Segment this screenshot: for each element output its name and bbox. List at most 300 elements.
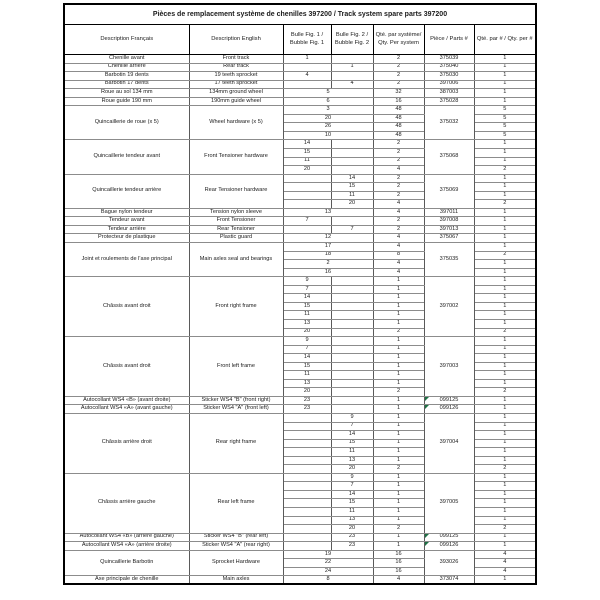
cell-description-fr: Quincaillerie tendeur arrière bbox=[64, 174, 189, 208]
cell-qty-per-system: 1 bbox=[373, 337, 424, 346]
cell-qty-per-system: 1 bbox=[373, 277, 424, 286]
cell-bubble-fig1 bbox=[283, 200, 331, 209]
cell-qty-per-part: 1 bbox=[474, 542, 536, 551]
cell-qty-per-system: 2 bbox=[373, 63, 424, 72]
cell-qty-per-part: 1 bbox=[474, 473, 536, 482]
cell-bubble-fig1 bbox=[283, 413, 331, 422]
cell-qty-per-part: 1 bbox=[474, 277, 536, 286]
cell-bubble-fig1 bbox=[283, 63, 331, 72]
cell-description-en: Front left frame bbox=[189, 337, 283, 397]
cell-bubble-fig1 bbox=[283, 490, 331, 499]
cell-qty-per-part: 1 bbox=[474, 354, 536, 363]
cell-description-fr: Tendeur avant bbox=[64, 217, 189, 226]
cell-qty-per-system: 1 bbox=[373, 422, 424, 431]
cell-part-number: 375028 bbox=[424, 97, 474, 106]
cell-bubble-both-figs: 2 bbox=[283, 260, 373, 269]
cell-part-number: 099125 bbox=[424, 533, 474, 542]
cell-qty-per-part: 1 bbox=[474, 490, 536, 499]
cell-bubble-fig1 bbox=[283, 183, 331, 192]
cell-description-en: Sticker WS4 "A" (front left) bbox=[189, 405, 283, 414]
cell-qty-per-system: 2 bbox=[373, 388, 424, 397]
table-row bbox=[64, 97, 536, 106]
parts-table-body bbox=[64, 55, 536, 585]
cell-description-en: Rear Tensioner bbox=[189, 225, 283, 234]
table-row bbox=[64, 63, 536, 72]
cell-bubble-fig1 bbox=[283, 456, 331, 465]
cell-bubble-both-figs: 20 bbox=[283, 114, 373, 123]
cell-qty-per-system: 1 bbox=[373, 490, 424, 499]
cell-qty-per-part: 1 bbox=[474, 294, 536, 303]
cell-qty-per-system: 1 bbox=[373, 431, 424, 440]
cell-qty-per-system: 1 bbox=[373, 542, 424, 551]
cell-bubble-both-figs: 26 bbox=[283, 123, 373, 132]
cell-qty-per-system: 1 bbox=[373, 294, 424, 303]
cell-bubble-fig2: 13 bbox=[331, 456, 373, 465]
cell-qty-per-system: 2 bbox=[373, 149, 424, 158]
cell-part-number: 375068 bbox=[424, 140, 474, 174]
cell-bubble-fig2: 9 bbox=[331, 413, 373, 422]
cell-bubble-both-figs: 12 bbox=[283, 234, 373, 243]
cell-bubble-fig2 bbox=[331, 337, 373, 346]
cell-description-en: Rear Tensioner hardware bbox=[189, 174, 283, 208]
cell-description-en: Rear left frame bbox=[189, 473, 283, 533]
table-row bbox=[64, 533, 536, 542]
cell-bubble-fig2 bbox=[331, 328, 373, 337]
cell-description-en: Tension nylon sleeve bbox=[189, 208, 283, 217]
cell-part-number: 393026 bbox=[424, 550, 474, 576]
cell-bubble-fig1 bbox=[283, 448, 331, 457]
cell-qty-per-system: 2 bbox=[373, 80, 424, 89]
cell-qty-per-part: 1 bbox=[474, 507, 536, 516]
cell-bubble-fig2: 11 bbox=[331, 191, 373, 200]
cell-part-number: 397011 bbox=[424, 208, 474, 217]
cell-part-number: 397013 bbox=[424, 225, 474, 234]
cell-bubble-fig1 bbox=[283, 465, 331, 474]
cell-qty-per-system: 4 bbox=[373, 166, 424, 175]
cell-description-en: 134mm ground wheel bbox=[189, 89, 283, 98]
cell-qty-per-system: 2 bbox=[373, 217, 424, 226]
cell-qty-per-system: 2 bbox=[373, 174, 424, 183]
cell-qty-per-part: 1 bbox=[474, 456, 536, 465]
cell-qty-per-part: 1 bbox=[474, 413, 536, 422]
cell-bubble-fig1 bbox=[283, 225, 331, 234]
table-title: Pièces de remplacement système de chenilles 397200 / Track system spare parts 397200 bbox=[64, 4, 536, 25]
cell-qty-per-part: 2 bbox=[474, 388, 536, 397]
cell-bubble-fig1: 7 bbox=[283, 345, 331, 354]
cell-description-fr: Tendeur arrière bbox=[64, 225, 189, 234]
cell-qty-per-part: 1 bbox=[474, 396, 536, 405]
table-row bbox=[64, 140, 536, 149]
cell-bubble-fig1 bbox=[283, 516, 331, 525]
cell-description-fr: Chenille arrière bbox=[64, 63, 189, 72]
cell-qty-per-system: 4 bbox=[373, 234, 424, 243]
cell-qty-per-system: 4 bbox=[373, 200, 424, 209]
cell-bubble-fig2: 14 bbox=[331, 490, 373, 499]
cell-description-fr: Châssis avant droit bbox=[64, 277, 189, 337]
cell-bubble-fig1: 7 bbox=[283, 217, 331, 226]
cell-bubble-fig1 bbox=[283, 80, 331, 89]
cell-qty-per-system: 1 bbox=[373, 413, 424, 422]
cell-qty-per-part: 1 bbox=[474, 225, 536, 234]
cell-qty-per-part: 1 bbox=[474, 311, 536, 320]
cell-bubble-fig1 bbox=[283, 174, 331, 183]
cell-qty-per-part: 1 bbox=[474, 285, 536, 294]
cell-bubble-fig1: 15 bbox=[283, 362, 331, 371]
cell-description-fr: Quincaillerie tendeur avant bbox=[64, 140, 189, 174]
cell-qty-per-part: 1 bbox=[474, 208, 536, 217]
table-row bbox=[64, 225, 536, 234]
cell-qty-per-system: 2 bbox=[373, 191, 424, 200]
cell-qty-per-system: 16 bbox=[373, 567, 424, 576]
cell-qty-per-system: 1 bbox=[373, 285, 424, 294]
cell-description-fr: Autocollant WS4 «B» (avant droite) bbox=[64, 396, 189, 405]
table-row bbox=[64, 174, 536, 183]
cell-qty-per-system: 48 bbox=[373, 123, 424, 132]
cell-qty-per-system: 1 bbox=[373, 302, 424, 311]
cell-description-en: 190mm guide wheel bbox=[189, 97, 283, 106]
cell-description-fr: Châssis avant droit bbox=[64, 337, 189, 397]
cell-part-number: 387003 bbox=[424, 89, 474, 98]
col-header-part-number: Pièce / Parts # bbox=[424, 25, 474, 55]
col-header-qty-per-system: Qté. par système/ Qty. Per system bbox=[373, 25, 424, 55]
cell-qty-per-system: 2 bbox=[373, 465, 424, 474]
cell-bubble-both-figs: 19 bbox=[283, 550, 373, 559]
cell-qty-per-part: 1 bbox=[474, 345, 536, 354]
cell-bubble-fig2 bbox=[331, 362, 373, 371]
cell-bubble-fig2: 4 bbox=[331, 80, 373, 89]
cell-bubble-fig1: 20 bbox=[283, 328, 331, 337]
col-header-description-en: Description English bbox=[189, 25, 283, 55]
cell-bubble-fig1 bbox=[283, 439, 331, 448]
cell-description-fr: Barbotin 19 dents bbox=[64, 72, 189, 81]
cell-qty-per-system: 4 bbox=[373, 576, 424, 585]
cell-part-number: 099126 bbox=[424, 405, 474, 414]
cell-qty-per-system: 8 bbox=[373, 251, 424, 260]
cell-bubble-fig2 bbox=[331, 140, 373, 149]
cell-bubble-both-figs: 6 bbox=[283, 97, 373, 106]
cell-description-fr: Barbotin 17 dents bbox=[64, 80, 189, 89]
cell-bubble-both-figs: 18 bbox=[283, 251, 373, 260]
cell-bubble-fig1: 4 bbox=[283, 72, 331, 81]
cell-qty-per-part: 1 bbox=[474, 260, 536, 269]
cell-bubble-fig1: 11 bbox=[283, 311, 331, 320]
cell-qty-per-part: 2 bbox=[474, 465, 536, 474]
cell-description-en: Main axles seal and bearings bbox=[189, 243, 283, 277]
cell-bubble-fig2 bbox=[331, 157, 373, 166]
cell-bubble-fig2 bbox=[331, 405, 373, 414]
cell-qty-per-part: 5 bbox=[474, 114, 536, 123]
cell-bubble-fig2 bbox=[331, 311, 373, 320]
col-header-qty-per-part: Qté. par # / Qty. per # bbox=[474, 25, 536, 55]
cell-bubble-fig1 bbox=[283, 191, 331, 200]
cell-description-en: Sticker WS4 "B" (front right) bbox=[189, 396, 283, 405]
cell-description-en: Plastic guard bbox=[189, 234, 283, 243]
cell-qty-per-part: 5 bbox=[474, 131, 536, 140]
cell-description-en: Sprocket Hardware bbox=[189, 550, 283, 576]
cell-description-en: Wheel hardware (x 5) bbox=[189, 106, 283, 140]
cell-bubble-fig1 bbox=[283, 533, 331, 542]
cell-description-en: Main axles bbox=[189, 576, 283, 585]
cell-bubble-fig1: 1 bbox=[283, 55, 331, 64]
cell-bubble-fig2: 11 bbox=[331, 448, 373, 457]
table-row bbox=[64, 106, 536, 115]
table-row bbox=[64, 473, 536, 482]
cell-qty-per-part: 2 bbox=[474, 525, 536, 534]
cell-qty-per-system: 1 bbox=[373, 448, 424, 457]
cell-qty-per-part: 1 bbox=[474, 97, 536, 106]
cell-bubble-fig2 bbox=[331, 388, 373, 397]
cell-qty-per-part: 1 bbox=[474, 576, 536, 585]
table-row bbox=[64, 277, 536, 286]
cell-qty-per-part: 1 bbox=[474, 234, 536, 243]
cell-qty-per-system: 1 bbox=[373, 516, 424, 525]
cell-qty-per-system: 16 bbox=[373, 97, 424, 106]
cell-bubble-both-figs: 5 bbox=[283, 89, 373, 98]
cell-part-number: 397002 bbox=[424, 277, 474, 337]
cell-description-en: Front track bbox=[189, 55, 283, 64]
cell-bubble-both-figs: 22 bbox=[283, 559, 373, 568]
table-row bbox=[64, 396, 536, 405]
cell-bubble-fig2: 13 bbox=[331, 516, 373, 525]
cell-bubble-fig2: 9 bbox=[331, 473, 373, 482]
cell-qty-per-part: 1 bbox=[474, 405, 536, 414]
cell-description-en: Front right frame bbox=[189, 277, 283, 337]
cell-description-en: 17 teeth sprocket bbox=[189, 80, 283, 89]
cell-description-fr: Joint et roulements de l'axe principal bbox=[64, 243, 189, 277]
cell-bubble-fig2 bbox=[331, 294, 373, 303]
col-header-description-fr: Description Français bbox=[64, 25, 189, 55]
table-row bbox=[64, 234, 536, 243]
table-row bbox=[64, 72, 536, 81]
cell-part-number: 375030 bbox=[424, 72, 474, 81]
cell-bubble-both-figs: 3 bbox=[283, 106, 373, 115]
cell-bubble-fig1: 14 bbox=[283, 294, 331, 303]
cell-bubble-fig2 bbox=[331, 345, 373, 354]
cell-part-number: 397008 bbox=[424, 217, 474, 226]
cell-qty-per-system: 1 bbox=[373, 345, 424, 354]
cell-qty-per-part: 1 bbox=[474, 371, 536, 380]
cell-description-fr: Chenille avant bbox=[64, 55, 189, 64]
cell-bubble-fig2: 15 bbox=[331, 183, 373, 192]
cell-qty-per-part: 1 bbox=[474, 448, 536, 457]
cell-bubble-fig2 bbox=[331, 72, 373, 81]
cell-description-fr: Protecteur de plastique bbox=[64, 234, 189, 243]
table-row bbox=[64, 55, 536, 64]
cell-qty-per-system: 2 bbox=[373, 328, 424, 337]
cell-part-number: 375067 bbox=[424, 234, 474, 243]
cell-description-fr: Quincaillerie de roue (x 5) bbox=[64, 106, 189, 140]
cell-description-fr: Châssis arrière gauche bbox=[64, 473, 189, 533]
cell-qty-per-part: 1 bbox=[474, 379, 536, 388]
cell-bubble-fig2: 15 bbox=[331, 499, 373, 508]
cell-bubble-both-figs: 10 bbox=[283, 131, 373, 140]
cell-description-en: Sticker WS4 "B" (rear left) bbox=[189, 533, 283, 542]
table-row bbox=[64, 243, 536, 252]
error-flag-triangle-icon bbox=[425, 405, 429, 409]
cell-qty-per-system: 4 bbox=[373, 268, 424, 277]
cell-bubble-fig1: 11 bbox=[283, 371, 331, 380]
cell-qty-per-part: 1 bbox=[474, 80, 536, 89]
cell-qty-per-part: 1 bbox=[474, 217, 536, 226]
cell-bubble-fig2: 7 bbox=[331, 482, 373, 491]
cell-bubble-fig1: 20 bbox=[283, 388, 331, 397]
cell-description-fr: Autocollant WS4 «A» (avant gauche) bbox=[64, 405, 189, 414]
cell-bubble-fig1: 20 bbox=[283, 166, 331, 175]
cell-qty-per-system: 1 bbox=[373, 439, 424, 448]
cell-qty-per-system: 2 bbox=[373, 72, 424, 81]
cell-qty-per-system: 1 bbox=[373, 482, 424, 491]
cell-part-number: 375035 bbox=[424, 243, 474, 277]
cell-qty-per-system: 1 bbox=[373, 396, 424, 405]
cell-qty-per-system: 1 bbox=[373, 379, 424, 388]
cell-bubble-fig1 bbox=[283, 431, 331, 440]
cell-bubble-fig2: 7 bbox=[331, 422, 373, 431]
cell-qty-per-system: 16 bbox=[373, 559, 424, 568]
cell-qty-per-part: 2 bbox=[474, 251, 536, 260]
cell-part-number: 099126 bbox=[424, 542, 474, 551]
cell-description-en: Rear track bbox=[189, 63, 283, 72]
error-flag-triangle-icon bbox=[425, 534, 429, 538]
table-row bbox=[64, 89, 536, 98]
cell-qty-per-part: 1 bbox=[474, 422, 536, 431]
cell-bubble-fig2: 23 bbox=[331, 542, 373, 551]
cell-qty-per-part: 1 bbox=[474, 89, 536, 98]
cell-bubble-both-figs: 16 bbox=[283, 268, 373, 277]
parts-table bbox=[63, 3, 537, 585]
cell-bubble-fig1 bbox=[283, 525, 331, 534]
error-flag-triangle-icon bbox=[425, 542, 429, 546]
cell-bubble-fig1: 9 bbox=[283, 337, 331, 346]
cell-qty-per-system: 4 bbox=[373, 243, 424, 252]
cell-part-number: 099125 bbox=[424, 396, 474, 405]
cell-qty-per-system: 48 bbox=[373, 106, 424, 115]
cell-bubble-fig1: 7 bbox=[283, 285, 331, 294]
cell-part-number: 375040 bbox=[424, 63, 474, 72]
cell-qty-per-system: 1 bbox=[373, 354, 424, 363]
title-row bbox=[64, 4, 536, 25]
cell-qty-per-system: 1 bbox=[373, 533, 424, 542]
cell-bubble-fig1: 11 bbox=[283, 157, 331, 166]
cell-description-en: Front Tensioner hardware bbox=[189, 140, 283, 174]
cell-qty-per-system: 1 bbox=[373, 319, 424, 328]
cell-qty-per-part: 1 bbox=[474, 55, 536, 64]
table-row bbox=[64, 80, 536, 89]
cell-qty-per-part: 1 bbox=[474, 191, 536, 200]
cell-qty-per-part: 1 bbox=[474, 149, 536, 158]
cell-bubble-fig1: 14 bbox=[283, 354, 331, 363]
cell-part-number: 397004 bbox=[424, 413, 474, 473]
cell-qty-per-system: 48 bbox=[373, 131, 424, 140]
cell-bubble-fig2 bbox=[331, 277, 373, 286]
cell-part-number: 375069 bbox=[424, 174, 474, 208]
cell-bubble-fig1: 13 bbox=[283, 319, 331, 328]
cell-qty-per-system: 2 bbox=[373, 55, 424, 64]
cell-qty-per-system: 2 bbox=[373, 157, 424, 166]
table-row bbox=[64, 550, 536, 559]
cell-qty-per-part: 1 bbox=[474, 72, 536, 81]
cell-bubble-fig1 bbox=[283, 422, 331, 431]
cell-bubble-fig2 bbox=[331, 396, 373, 405]
cell-bubble-fig2: 20 bbox=[331, 525, 373, 534]
cell-qty-per-part: 1 bbox=[474, 174, 536, 183]
cell-qty-per-part: 2 bbox=[474, 166, 536, 175]
cell-description-fr: Quincaillerie Barbotin bbox=[64, 550, 189, 576]
cell-qty-per-part: 4 bbox=[474, 550, 536, 559]
table-row bbox=[64, 208, 536, 217]
cell-description-fr: Bague nylon tendeur bbox=[64, 208, 189, 217]
cell-bubble-fig1: 9 bbox=[283, 277, 331, 286]
col-header-bubble-fig2: Bulle Fig. 2 / Bubble Fig. 2 bbox=[331, 25, 373, 55]
cell-bubble-fig2: 15 bbox=[331, 439, 373, 448]
cell-qty-per-part: 1 bbox=[474, 499, 536, 508]
cell-bubble-fig2: 7 bbox=[331, 225, 373, 234]
cell-bubble-fig2 bbox=[331, 354, 373, 363]
cell-bubble-fig1 bbox=[283, 507, 331, 516]
cell-qty-per-system: 1 bbox=[373, 499, 424, 508]
cell-qty-per-part: 5 bbox=[474, 106, 536, 115]
cell-description-fr: Autocollant WS4 «B» (arrière gauche) bbox=[64, 533, 189, 542]
cell-description-en: Sticker WS4 "A" (rear right) bbox=[189, 542, 283, 551]
cell-bubble-fig1: 13 bbox=[283, 379, 331, 388]
cell-part-number: 397006 bbox=[424, 80, 474, 89]
cell-bubble-fig2 bbox=[331, 166, 373, 175]
cell-bubble-fig2 bbox=[331, 55, 373, 64]
cell-description-en: 19 teeth sprocket bbox=[189, 72, 283, 81]
cell-bubble-fig2 bbox=[331, 149, 373, 158]
cell-bubble-fig1: 15 bbox=[283, 302, 331, 311]
cell-qty-per-part: 1 bbox=[474, 533, 536, 542]
cell-bubble-fig2 bbox=[331, 371, 373, 380]
cell-part-number: 375032 bbox=[424, 106, 474, 140]
cell-part-number: 375039 bbox=[424, 55, 474, 64]
cell-bubble-fig2: 20 bbox=[331, 465, 373, 474]
error-flag-triangle-icon bbox=[425, 397, 429, 401]
table-row bbox=[64, 405, 536, 414]
cell-qty-per-part: 2 bbox=[474, 328, 536, 337]
cell-description-fr: Châssis arrière droit bbox=[64, 413, 189, 473]
cell-bubble-fig2 bbox=[331, 379, 373, 388]
cell-qty-per-part: 1 bbox=[474, 482, 536, 491]
cell-bubble-fig1: 23 bbox=[283, 405, 331, 414]
cell-bubble-fig1: 15 bbox=[283, 149, 331, 158]
cell-qty-per-system: 1 bbox=[373, 507, 424, 516]
cell-qty-per-part: 1 bbox=[474, 319, 536, 328]
header-row bbox=[64, 25, 536, 55]
cell-qty-per-system: 4 bbox=[373, 208, 424, 217]
cell-qty-per-part: 4 bbox=[474, 567, 536, 576]
cell-qty-per-system: 1 bbox=[373, 371, 424, 380]
cell-bubble-fig2: 11 bbox=[331, 507, 373, 516]
cell-qty-per-part: 1 bbox=[474, 268, 536, 277]
cell-qty-per-system: 1 bbox=[373, 405, 424, 414]
cell-qty-per-system: 1 bbox=[373, 311, 424, 320]
cell-qty-per-system: 16 bbox=[373, 550, 424, 559]
cell-qty-per-system: 1 bbox=[373, 362, 424, 371]
cell-qty-per-system: 1 bbox=[373, 456, 424, 465]
cell-bubble-fig2 bbox=[331, 319, 373, 328]
cell-qty-per-part: 4 bbox=[474, 559, 536, 568]
cell-description-en: Front Tensioner bbox=[189, 217, 283, 226]
cell-bubble-fig1 bbox=[283, 542, 331, 551]
cell-qty-per-system: 4 bbox=[373, 260, 424, 269]
table-row bbox=[64, 576, 536, 585]
cell-part-number: 397005 bbox=[424, 473, 474, 533]
cell-description-fr: Roue au sol 134 mm bbox=[64, 89, 189, 98]
cell-description-fr: Axe principale de chenille bbox=[64, 576, 189, 585]
cell-qty-per-system: 2 bbox=[373, 225, 424, 234]
cell-description-fr: Roue guide 190 mm bbox=[64, 97, 189, 106]
cell-part-number: 373074 bbox=[424, 576, 474, 585]
